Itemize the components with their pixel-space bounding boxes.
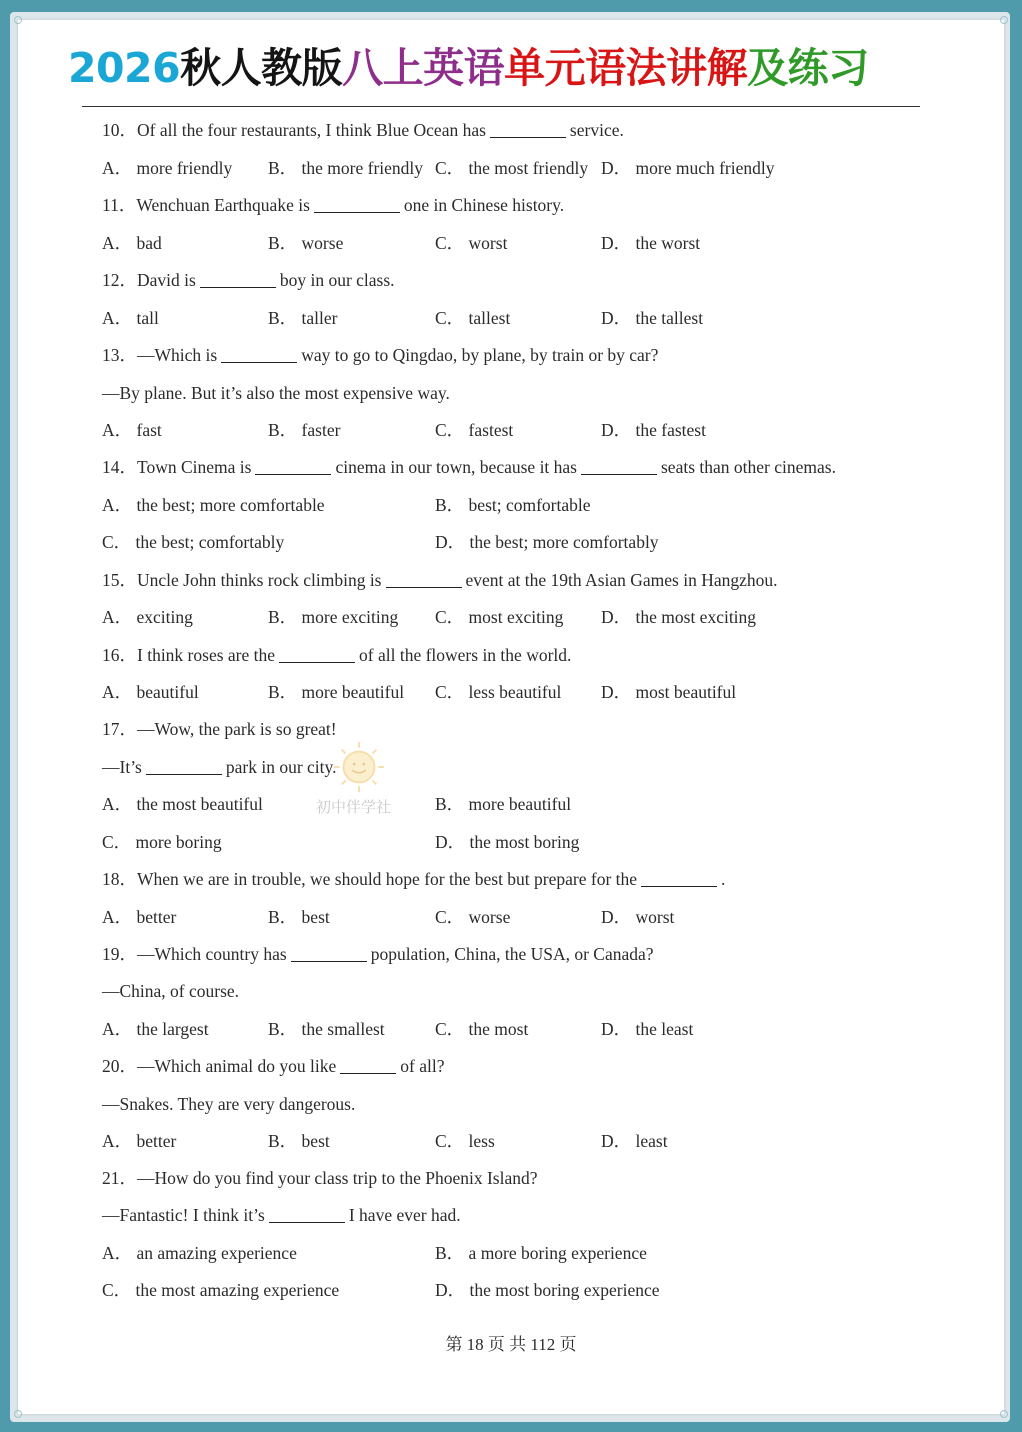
- corner-ornament: [14, 16, 22, 24]
- option-a: A． better: [102, 1131, 177, 1151]
- option-c: C． less beautiful: [435, 682, 562, 702]
- option-b: B． more beautiful: [435, 794, 572, 814]
- option-b: B． faster: [268, 420, 341, 440]
- option-a: A． tall: [102, 308, 159, 328]
- option-b: B． the smallest: [268, 1019, 385, 1039]
- question-20-reply: —Snakes. They are very dangerous.: [102, 1094, 356, 1114]
- answer-blank: [581, 456, 657, 475]
- answer-blank: [386, 569, 462, 588]
- question-16: 16．I think roses are the of all the flowers in the world.: [102, 645, 572, 665]
- option-c: C． the best; comfortably: [102, 532, 285, 552]
- option-b: B． the more friendly: [268, 158, 424, 178]
- option-c: C． more boring: [102, 832, 222, 852]
- answer-blank: [221, 344, 297, 363]
- answer-blank: [269, 1204, 345, 1223]
- question-18: 18．When we are in trouble, we should hope for the best but prepare for the .: [102, 869, 726, 889]
- option-b: B． best; comfortable: [435, 495, 591, 515]
- answer-blank: [200, 269, 276, 288]
- title-divider: [82, 106, 920, 107]
- answer-blank: [146, 756, 222, 775]
- answer-blank: [291, 943, 367, 962]
- question-12: 12．David is boy in our class.: [102, 270, 395, 290]
- option-d: D． the most exciting: [601, 607, 757, 627]
- title-edition: 秋人教版: [180, 44, 343, 92]
- option-b: B． best: [268, 1131, 330, 1151]
- answer-blank: [255, 456, 331, 475]
- option-c: C． worse: [435, 907, 511, 927]
- option-b: B． worse: [268, 233, 344, 253]
- option-c: C． the most amazing experience: [102, 1280, 340, 1300]
- title-practice: 及练习: [747, 44, 869, 92]
- answer-blank: [279, 644, 355, 663]
- option-a: A． an amazing experience: [102, 1243, 297, 1263]
- title-year: 2026: [68, 44, 181, 92]
- option-c: C． tallest: [435, 308, 511, 328]
- option-b: B． taller: [268, 308, 338, 328]
- option-c: C． the most friendly: [435, 158, 589, 178]
- option-d: D． most beautiful: [601, 682, 737, 702]
- option-a: A． beautiful: [102, 682, 199, 702]
- option-d: D． the least: [601, 1019, 694, 1039]
- option-a: A． the most beautiful: [102, 794, 263, 814]
- question-15: 15．Uncle John thinks rock climbing is event at the 19th Asian Games in Hangzhou.: [102, 570, 778, 590]
- option-c: C． the most: [435, 1019, 529, 1039]
- question-19-reply: —China, of course.: [102, 981, 240, 1001]
- page-number: 第 18 页 共 112 页: [445, 1335, 577, 1354]
- question-17-reply: —It’s park in our city.: [102, 757, 337, 777]
- answer-blank: [490, 119, 566, 138]
- option-a: A． more friendly: [102, 158, 233, 178]
- option-a: A． better: [102, 907, 177, 927]
- watermark-text: 初中伴学社: [316, 798, 392, 816]
- answer-blank: [641, 868, 717, 887]
- option-d: D． more much friendly: [601, 158, 775, 178]
- option-d: D． the best; more comfortably: [435, 532, 659, 552]
- option-c: C． fastest: [435, 420, 514, 440]
- question-13-reply: —By plane. But it’s also the most expensive way.: [102, 383, 450, 403]
- page-title: [68, 30, 920, 106]
- option-b: B． a more boring experience: [435, 1243, 647, 1263]
- question-21: 21．—How do you find your class trip to the Phoenix Island?: [102, 1168, 538, 1188]
- option-b: B． best: [268, 907, 330, 927]
- question-13: 13．—Which is way to go to Qingdao, by plane, by train or by car?: [102, 345, 659, 365]
- option-d: D． worst: [601, 907, 675, 927]
- title-subject: 八上英语: [342, 44, 505, 92]
- title-topic: 单元语法讲解: [504, 44, 748, 92]
- option-a: A． bad: [102, 233, 162, 253]
- option-d: D． the tallest: [601, 308, 704, 328]
- option-c: C． less: [435, 1131, 495, 1151]
- option-d: D． the worst: [601, 233, 701, 253]
- corner-ornament: [1000, 1410, 1008, 1418]
- option-a: A． the largest: [102, 1019, 209, 1039]
- sun-watermark-icon: [330, 738, 388, 796]
- question-19: 19．—Which country has population, China, the USA, or Canada?: [102, 944, 654, 964]
- option-a: A． the best; more comfortable: [102, 495, 325, 515]
- question-10: 10．Of all the four restaurants, I think Blue Ocean has service.: [102, 120, 624, 140]
- option-a: A． exciting: [102, 607, 193, 627]
- option-b: B． more beautiful: [268, 682, 405, 702]
- option-c: C． most exciting: [435, 607, 564, 627]
- option-d: D． the most boring: [435, 832, 580, 852]
- option-d: D． the most boring experience: [435, 1280, 660, 1300]
- answer-blank: [314, 194, 400, 213]
- question-14: 14．Town Cinema is cinema in our town, because it has seats than other cinemas.: [102, 457, 836, 477]
- option-a: A． fast: [102, 420, 162, 440]
- option-d: D． the fastest: [601, 420, 706, 440]
- question-20: 20．—Which animal do you like of all?: [102, 1056, 445, 1076]
- option-b: B． more exciting: [268, 607, 399, 627]
- question-17: 17．—Wow, the park is so great!: [102, 719, 337, 739]
- option-c: C． worst: [435, 233, 508, 253]
- question-21-reply: —Fantastic! I think it’s I have ever had.: [102, 1205, 461, 1225]
- question-11: 11．Wenchuan Earthquake is one in Chinese history.: [102, 195, 565, 215]
- corner-ornament: [14, 1410, 22, 1418]
- answer-blank: [340, 1055, 396, 1074]
- corner-ornament: [1000, 16, 1008, 24]
- option-d: D． least: [601, 1131, 668, 1151]
